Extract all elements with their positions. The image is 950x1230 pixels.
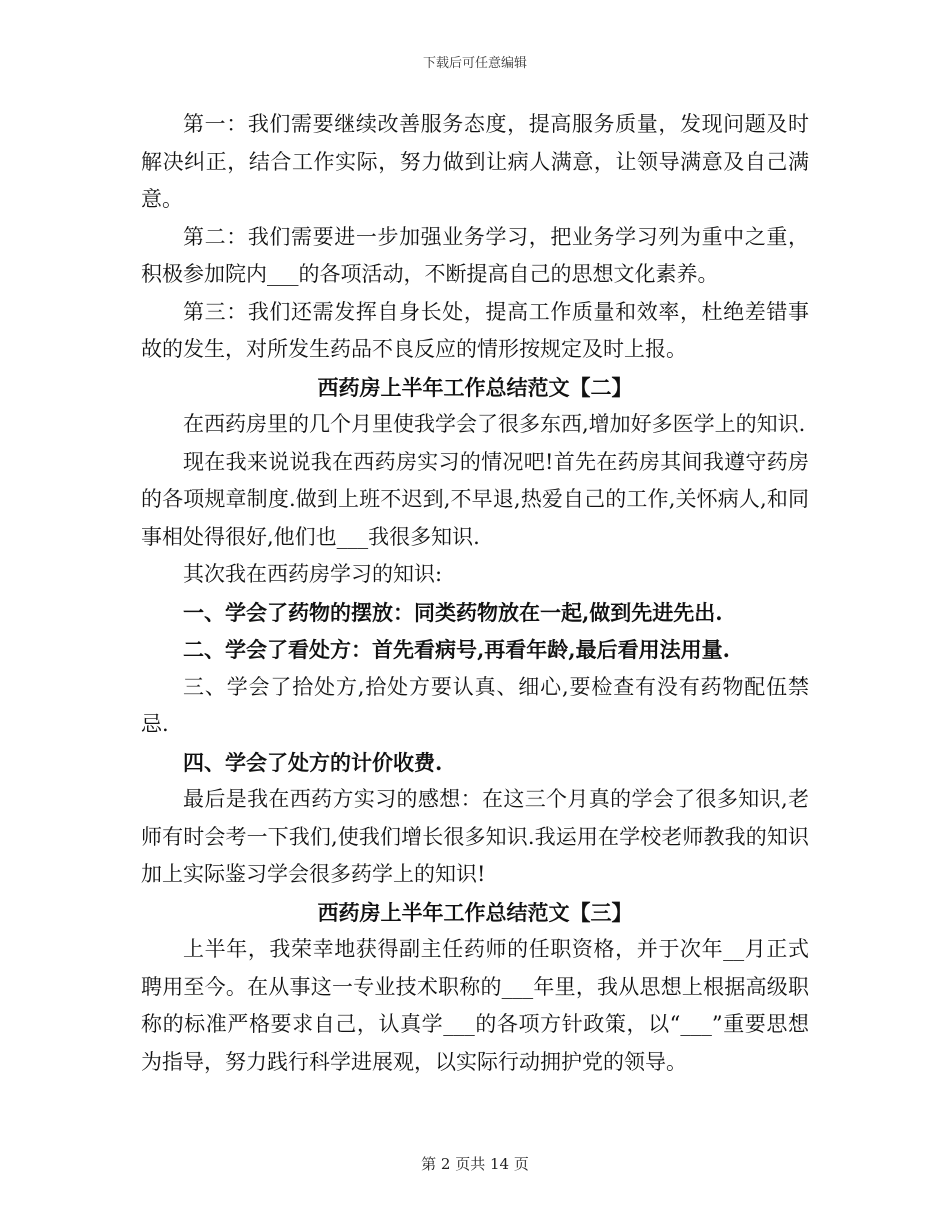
section-heading-three: 西药房上半年工作总结范文【三】: [317, 899, 633, 925]
section-heading-two: 西药房上半年工作总结范文【二】: [317, 374, 633, 400]
list-item-one: 一、学会了药物的摆放：同类药物放在一起,做到先进先出.: [183, 599, 723, 625]
list-item-three: 三、学会了拾处方,拾处方要认真、细心,要检查有没有药物配伍禁忌.: [141, 674, 809, 736]
document-body: [141, 106, 809, 1081]
paragraph-knowledge-intro: 其次我在西药房学习的知识:: [183, 562, 443, 586]
paragraph-first-point: 第一：我们需要继续改善服务态度，提高服务质量，发现问题及时解决纠正，结合工作实际，努力做到让病人满意，让领导满意及自己满意。: [141, 112, 809, 211]
paragraph-second-point: 第二：我们需要进一步加强业务学习，把业务学习列为重中之重，积极参加院内___的各项活动，不断提高自己的思想文化素养。: [141, 224, 809, 286]
page-header: 下载后可任意编辑: [422, 56, 527, 71]
list-item-four: 四、学会了处方的计价收费.: [183, 749, 443, 775]
page-footer: 第 2 页共 14 页: [421, 1155, 529, 1173]
list-item-two: 二、学会了看处方：首先看病号,再看年龄,最后看用法用量.: [183, 637, 730, 662]
paragraph-third-point: 第三：我们还需发挥自身长处，提高工作质量和效率，杜绝差错事故的发生，对所发生药品不良反应的情形按规定及时上报。: [141, 299, 809, 361]
paragraph-reflection: 最后是我在西药方实习的感想：在这三个月真的学会了很多知识,老师有时会考一下我们,使我们增长很多知识.我运用在学校老师教我的知识加上实际鉴习学会很多药学上的知识!: [141, 787, 809, 886]
paragraph-intro-learning: 在西药房里的几个月里使我学会了很多东西,增加好多医学上的知识.: [183, 412, 806, 436]
paragraph-first-half-year: 上半年，我荣幸地获得副主任药师的任职资格，并于次年__月正式聘用至今。在从事这一专业技术职称的___年里，我从思想上根据高级职称的标准严格要求自己，认真学___的各项方针政策，以“___”重要思想为指导，努力践行科学进展观，以实际行动拥护党的领导。: [141, 937, 809, 1074]
paragraph-internship-situation: 现在我来说说我在西药房实习的情况吧!首先在药房其间我遵守药房的各项规章制度.做到上班不迟到,不早退,热爱自己的工作,关怀病人,和同事相处得很好,他们也___我很多知识.: [141, 449, 809, 549]
